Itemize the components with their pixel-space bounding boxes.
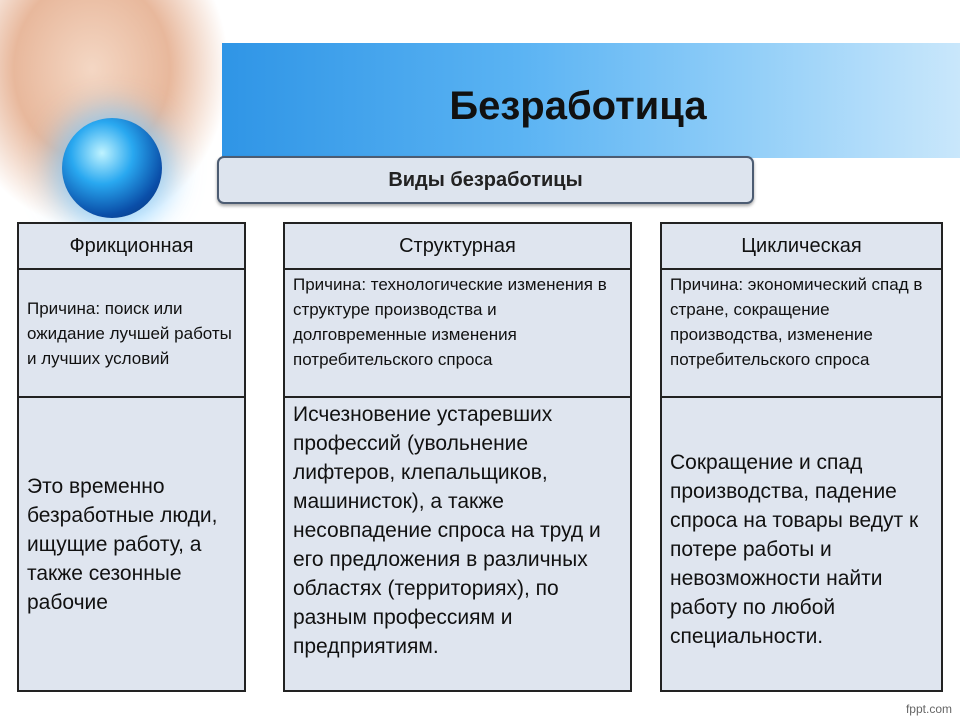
description-text: Это временно безработные люди, ищущие работу, а также сезонные рабочие: [27, 474, 218, 614]
description-structural: [283, 396, 632, 692]
slide-title: Безработица: [449, 84, 707, 128]
globe-image: [62, 118, 162, 218]
column-header-structural: Структурная: [283, 222, 632, 270]
column-header-frictional: Фрикционная: [17, 222, 246, 270]
description-cyclical: [660, 396, 943, 692]
subtitle-box: Виды безработицы: [217, 156, 754, 204]
reason-text: Причина: поиск или ожидание лучшей работы и лучших условий: [27, 298, 232, 368]
description-text: Исчезновение устаревших профессий (увольнение лифтеров, клепальщиков, машинисток), а также несовпадение спроса на труд и его предложения в различных областях (территориях), по разным профессиям и предприятиям.: [293, 403, 601, 658]
reason-frictional: [17, 268, 246, 398]
watermark: fppt.com: [905, 702, 952, 716]
description-frictional: [17, 396, 246, 692]
column-header-cyclical: Циклическая: [660, 222, 943, 270]
reason-text: Причина: экономический спад в стране, сокращение производства, изменение потребительского спроса: [670, 275, 923, 369]
reason-cyclical: [660, 268, 943, 398]
description-text: Сокращение и спад производства, падение спроса на товары ведут к потере работы и невозможности найти работу по любой специальности.: [670, 451, 919, 648]
reason-text: Причина: технологические изменения в структуре производства и долговременные изменения потребительского спроса: [293, 275, 607, 369]
reason-structural: [283, 268, 632, 398]
